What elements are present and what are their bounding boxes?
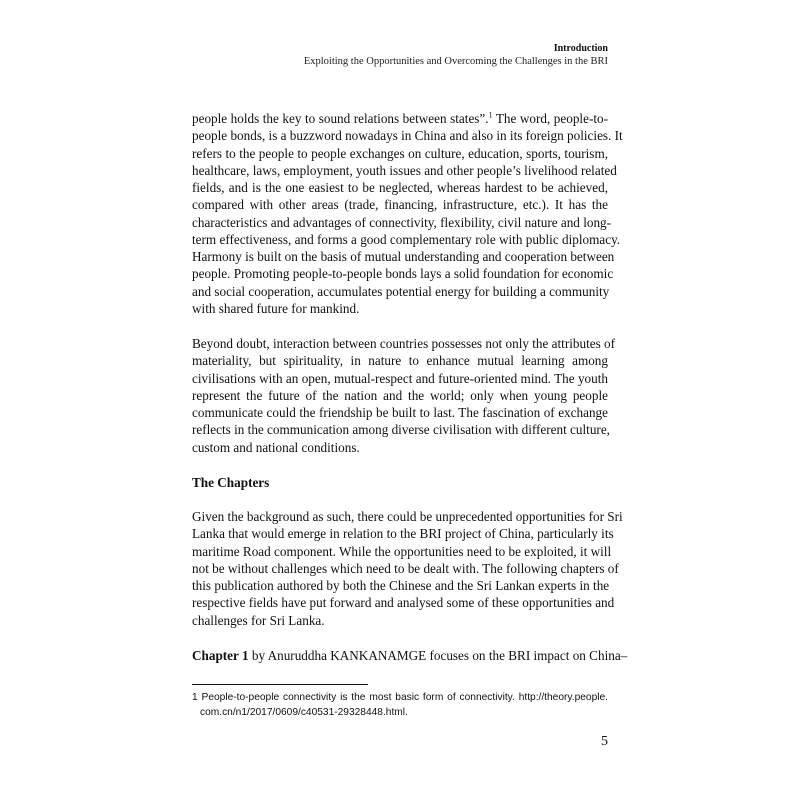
text-line: Harmony is built on the basis of mutual understanding and cooperation between — [192, 249, 615, 264]
line-text: by Anuruddha KANKANAMGE focuses on the BRI impact on China– — [248, 648, 628, 663]
page-number: 5 — [601, 734, 608, 749]
text-line: not be without challenges which need to be dealt with. The following chapters of — [192, 560, 619, 576]
text-line: healthcare, laws, employment, youth issues and other people’s livelihood related — [192, 162, 617, 178]
text-line: communicate could the friendship be built to last. The fascination of exchange — [192, 405, 608, 420]
section-heading: The Chapters — [192, 475, 270, 490]
text-line: refers to the people to people exchanges on culture, education, sports, tourism, — [192, 145, 608, 161]
text-line — [192, 647, 628, 664]
text-line: represent the future of the nation and the world; only when young people — [192, 387, 608, 403]
running-header-title: Exploiting the Opportunities and Overcoming the Challenges in the BRI — [303, 56, 608, 67]
paragraph-2 — [192, 335, 616, 456]
line-text: The word, people-to- — [492, 111, 608, 126]
footnote-reference[interactable]: 1 — [488, 110, 493, 120]
footnote — [192, 690, 608, 720]
text-line: Lanka that would emerge in relation to the BRI project of China, particularly its — [192, 526, 614, 542]
chapter-label: Chapter 1 — [192, 648, 249, 663]
footnote-line: 1 People-to-people connectivity is the most basic form of connectivity. http://theory.people. — [192, 692, 608, 703]
text-line: challenges for Sri Lanka. — [192, 612, 325, 628]
running-header-chapter: Introduction — [553, 43, 608, 54]
text-line: and social cooperation, accumulates potential energy for building a community — [192, 283, 610, 299]
text-line: custom and national conditions. — [192, 439, 360, 455]
text-line: Given the background as such, there could be unprecedented opportunities for Sri — [192, 509, 623, 524]
text-line: reflects in the communication among diverse civilisation with different culture, — [192, 422, 610, 438]
text-line: Beyond doubt, interaction between countries possesses not only the attributes of — [192, 336, 616, 351]
text-line — [192, 110, 608, 127]
paragraph-4 — [192, 647, 628, 664]
text-line: characteristics and advantages of connectivity, flexibility, civil nature and long- — [192, 214, 612, 230]
text-line: compared with other areas (trade, financing, infrastructure, etc.). It has the — [192, 197, 608, 213]
text-line: maritime Road component. While the opportunities need to be exploited, it will — [192, 543, 612, 559]
text-line: people. Promoting people-to-people bonds lays a solid foundation for economic — [192, 266, 614, 282]
text-line: this publication authored by both the Chinese and the Sri Lankan experts in the — [192, 578, 610, 593]
text-line: civilisations with an open, mutual-respect and future-oriented mind. The youth — [192, 370, 608, 386]
text-line: people bonds, is a buzzword nowadays in China and also in its foreign policies. It — [192, 128, 623, 144]
paragraph-3 — [192, 508, 623, 629]
footnote-line: com.cn/n1/2017/0609/c40531-29328448.html. — [200, 707, 408, 718]
footnote-divider — [192, 684, 368, 685]
text-line: fields, and is the one easiest to be neglected, whereas hardest to be achieved, — [192, 180, 608, 195]
text-line: with shared future for mankind. — [192, 300, 360, 316]
text-line: materiality, but spirituality, in nature to enhance mutual learning among — [192, 353, 608, 369]
line-text: people holds the key to sound relations between states”. — [192, 111, 489, 126]
text-line: respective fields have put forward and analysed some of these opportunities and — [192, 595, 615, 611]
text-line: term effectiveness, and forms a good complementary role with public diplomacy. — [192, 231, 621, 247]
paragraph-1 — [192, 110, 623, 317]
